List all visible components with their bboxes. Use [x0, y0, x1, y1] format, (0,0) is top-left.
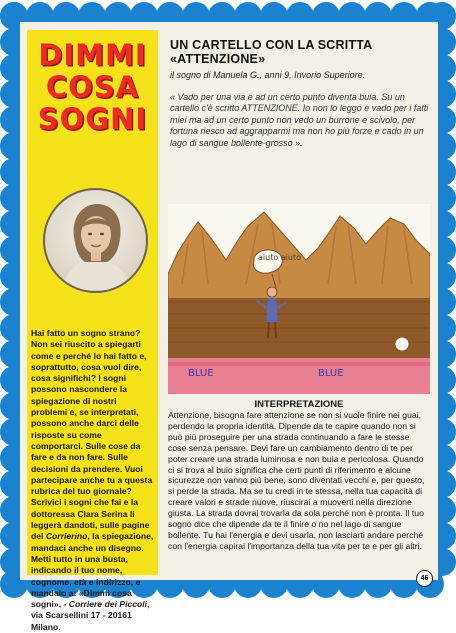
interpretation-text: Attenzione, bisogna fare attenzione se non si vuole finire nei guai, perdendo la propria identità. Dipende da te capire quando non si può più proseguire per una strada continuando a fare le stesse cose senza pensare. Devi fare un cambiamento dentro di te per poter creare una strada luminosa e non buia e pericolosa. Quando ci si trova al buio significa che certi punti di riferimento e alcune sicurezze non vanno più bene, sono diventati vecchi e, per questo, si perde la strada. Ma se tu credi in te stessa, nella tua capacità di creare valori e strade nuove, riuscirai a muoverti nella direzione giusta. La strada dovrai trovarla da sola perché non è pronta. Il tuo sogno dice che dipende da te il finire o no nel lago di sangue bollente. Tu hai l'energia e devi usarla, non lasciarti andare perché con l'energia capirai l'importanza della tua vita per te e per gli altri. [168, 410, 425, 551]
dream-text: « Vado per una via e ad un certo punto diventa buia. Su un cartello c'è scritto ATTENZIONE. Io non lo leggo e vado per i fatti miei ma ad un certo punto non vedo un burrone e scivolo, per fortuna riesco ad aggrapparmi ma non ho più forze e cado in un lago di sangue bollente-grosso ». [170, 92, 429, 148]
article-subtitle: il sogno di Manuela G., anni 9, Invorio Superiore. [170, 70, 366, 80]
author-photo [43, 188, 148, 293]
interpretation-heading: INTERPRETAZIONE [254, 399, 344, 410]
sidebar-column [27, 30, 158, 632]
child-drawing [168, 204, 430, 394]
speech-bubble-text: aiuto aiuto [258, 253, 301, 262]
drawing-label-right: BLUE [318, 368, 344, 379]
column-title-line-3: SOGNI [37, 102, 148, 136]
sidebar-intro-text: Hai fatto un sogno strano? Non sei riuscito a spiegarti come e perché lo hai fatto e, soprattutto, cosa vuol dire, cosa significhi? I sogni possono nascondere la spiegazione di nostri problemi e, se interpretati, possono anche darci delle risposte su come comportarci. Sulle cose da fare e da non fare. Sulle decisioni da prendere. Vuoi partecipare anche tu a questa rubrica del tuo giornale? Scrivici i sogni che fai e la dottoressa Clara Serina li leggerà dandoti, sulle pagine del Corrierino, la spiegazione, mandaci anche un disegno. Metti tutto in una busta, indicando il tuo nome, cognome, età e indirizzo, e mandalo a: «Dimmi cosa sogni», - Corriere dei Piccoli, via Scarsellini 17 - 20161 Milano. [31, 328, 154, 632]
column-title-line-1: DIMMI [38, 38, 147, 72]
article-title: UN CARTELLO CON LA SCRITTA «ATTENZIONE» [170, 38, 372, 66]
drawing-label-left: BLUE [188, 368, 214, 379]
column-title-line-2: COSA [45, 70, 140, 104]
page-number: 46 [416, 570, 433, 587]
